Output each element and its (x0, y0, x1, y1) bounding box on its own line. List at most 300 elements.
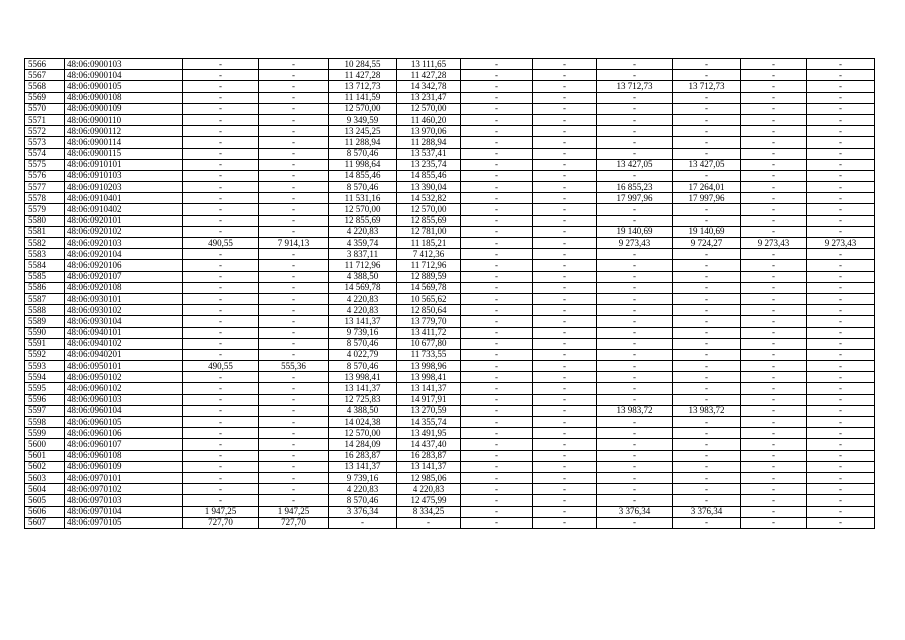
value-cell: 19 140,69 (673, 226, 741, 237)
value-cell: - (461, 114, 533, 125)
value-cell: - (533, 215, 597, 226)
value-cell: - (673, 148, 741, 159)
value-cell: - (183, 484, 259, 495)
value-cell: - (183, 327, 259, 338)
value-cell: - (533, 372, 597, 383)
row-number-cell: 5601 (25, 450, 65, 461)
table-row (25, 126, 875, 137)
value-cell: - (533, 81, 597, 92)
value-cell: - (807, 137, 875, 148)
value-cell: 12 781,00 (397, 226, 461, 237)
row-number-cell: 5582 (25, 238, 65, 249)
value-cell: - (461, 495, 533, 506)
value-cell: - (259, 92, 329, 103)
cadastral-number-cell: 48:06:0920107 (65, 271, 183, 282)
value-cell: - (259, 472, 329, 483)
value-cell: - (741, 260, 807, 271)
value-cell: - (259, 159, 329, 170)
value-cell: - (807, 59, 875, 70)
value-cell: - (807, 193, 875, 204)
value-cell: - (807, 472, 875, 483)
row-number-cell: 5571 (25, 114, 65, 125)
value-cell: - (533, 182, 597, 193)
value-cell: 7 914,13 (259, 238, 329, 249)
value-cell: - (597, 59, 673, 70)
row-number-cell: 5599 (25, 428, 65, 439)
table-row (25, 372, 875, 383)
value-cell: - (597, 282, 673, 293)
value-cell: - (673, 338, 741, 349)
value-cell: - (397, 517, 461, 528)
value-cell: - (259, 484, 329, 495)
value-cell: - (597, 260, 673, 271)
value-cell: 10 565,62 (397, 293, 461, 304)
value-cell: - (461, 170, 533, 181)
value-cell: - (741, 137, 807, 148)
table-row (25, 238, 875, 249)
value-cell: 13 245,25 (329, 126, 397, 137)
value-cell: 14 355,74 (397, 417, 461, 428)
value-cell: - (183, 70, 259, 81)
value-cell: - (673, 394, 741, 405)
value-cell: - (673, 215, 741, 226)
value-cell: - (183, 215, 259, 226)
value-cell: 10 284,55 (329, 59, 397, 70)
value-cell: - (259, 81, 329, 92)
value-cell: 13 712,73 (597, 81, 673, 92)
value-cell: 11 531,16 (329, 193, 397, 204)
table-row (25, 170, 875, 181)
value-cell: - (741, 450, 807, 461)
value-cell: - (533, 282, 597, 293)
value-cell: - (183, 450, 259, 461)
value-cell: - (597, 170, 673, 181)
value-cell: - (533, 260, 597, 271)
value-cell: - (461, 293, 533, 304)
value-cell: - (673, 439, 741, 450)
value-cell: - (183, 282, 259, 293)
value-cell: - (597, 338, 673, 349)
value-cell: - (259, 260, 329, 271)
value-cell: - (533, 349, 597, 360)
value-cell: - (597, 450, 673, 461)
value-cell: 14 342,78 (397, 81, 461, 92)
value-cell: - (807, 103, 875, 114)
value-cell: 14 855,46 (397, 170, 461, 181)
row-number-cell: 5586 (25, 282, 65, 293)
value-cell: - (533, 226, 597, 237)
value-cell: 11 733,55 (397, 349, 461, 360)
value-cell: - (597, 417, 673, 428)
table-row (25, 249, 875, 260)
value-cell: - (741, 114, 807, 125)
value-cell: 9 724,27 (673, 238, 741, 249)
value-cell: - (461, 316, 533, 327)
value-cell: 14 569,78 (397, 282, 461, 293)
table-row (25, 81, 875, 92)
value-cell: 9 273,43 (807, 238, 875, 249)
cadastral-number-cell: 48:06:0970105 (65, 517, 183, 528)
value-cell: - (807, 405, 875, 416)
value-cell: - (183, 126, 259, 137)
value-cell: - (183, 137, 259, 148)
cadastral-number-cell: 48:06:0920104 (65, 249, 183, 260)
value-cell: - (183, 405, 259, 416)
value-cell: - (741, 361, 807, 372)
value-cell: - (183, 305, 259, 316)
row-number-cell: 5583 (25, 249, 65, 260)
value-cell: - (461, 137, 533, 148)
value-cell: - (533, 126, 597, 137)
row-number-cell: 5572 (25, 126, 65, 137)
cadastral-number-cell: 48:06:0950102 (65, 372, 183, 383)
value-cell: - (597, 271, 673, 282)
value-cell: - (183, 394, 259, 405)
value-cell: 4 220,83 (329, 293, 397, 304)
row-number-cell: 5576 (25, 170, 65, 181)
value-cell: - (259, 405, 329, 416)
table-row (25, 461, 875, 472)
cadastral-number-cell: 48:06:0920103 (65, 238, 183, 249)
value-cell: 3 376,34 (597, 506, 673, 517)
value-cell: - (807, 495, 875, 506)
value-cell: - (807, 361, 875, 372)
value-cell: - (807, 517, 875, 528)
value-cell: - (807, 383, 875, 394)
value-cell: - (183, 103, 259, 114)
cadastral-number-cell: 48:06:0910203 (65, 182, 183, 193)
value-cell: - (461, 417, 533, 428)
value-cell: - (673, 170, 741, 181)
value-cell: - (533, 472, 597, 483)
value-cell: - (673, 126, 741, 137)
value-cell: - (741, 338, 807, 349)
value-cell: - (807, 450, 875, 461)
cadastral-number-cell: 48:06:0960107 (65, 439, 183, 450)
table-row (25, 215, 875, 226)
value-cell: - (183, 182, 259, 193)
value-cell: - (807, 81, 875, 92)
value-cell: - (807, 316, 875, 327)
cadastral-number-cell: 48:06:0940102 (65, 338, 183, 349)
value-cell: - (673, 137, 741, 148)
table-row (25, 305, 875, 316)
value-cell: - (741, 316, 807, 327)
value-cell: - (259, 417, 329, 428)
value-cell: - (673, 417, 741, 428)
value-cell: - (259, 305, 329, 316)
table-row (25, 484, 875, 495)
value-cell: - (597, 517, 673, 528)
value-cell: - (807, 327, 875, 338)
value-cell: - (533, 170, 597, 181)
value-cell: - (741, 103, 807, 114)
value-cell: 13 712,73 (673, 81, 741, 92)
value-cell: - (533, 484, 597, 495)
table-row (25, 226, 875, 237)
value-cell: 17 997,96 (597, 193, 673, 204)
value-cell: - (807, 92, 875, 103)
value-cell: - (597, 428, 673, 439)
value-cell: - (461, 461, 533, 472)
value-cell: - (741, 59, 807, 70)
value-cell: - (807, 215, 875, 226)
value-cell: - (741, 506, 807, 517)
value-cell: - (741, 327, 807, 338)
value-cell: 12 850,64 (397, 305, 461, 316)
value-cell: - (673, 249, 741, 260)
value-cell: 16 283,87 (397, 450, 461, 461)
row-number-cell: 5578 (25, 193, 65, 204)
value-cell: 11 712,96 (329, 260, 397, 271)
value-cell: - (183, 372, 259, 383)
value-cell: - (807, 159, 875, 170)
value-cell: 13 111,65 (397, 59, 461, 70)
table-row (25, 506, 875, 517)
value-cell: - (807, 338, 875, 349)
value-cell: - (183, 461, 259, 472)
value-cell: - (673, 461, 741, 472)
table-row (25, 114, 875, 125)
table-row (25, 338, 875, 349)
cadastral-number-cell: 48:06:0970101 (65, 472, 183, 483)
cadastral-number-cell: 48:06:0900104 (65, 70, 183, 81)
value-cell: - (741, 495, 807, 506)
value-cell: - (259, 204, 329, 215)
value-cell: 13 998,41 (329, 372, 397, 383)
value-cell: - (741, 305, 807, 316)
value-cell: - (807, 271, 875, 282)
value-cell: 13 141,37 (329, 461, 397, 472)
cadastral-number-cell: 48:06:0900103 (65, 59, 183, 70)
value-cell: 3 376,34 (673, 506, 741, 517)
value-cell: 727,70 (259, 517, 329, 528)
value-cell: 4 220,83 (329, 226, 397, 237)
value-cell: - (807, 349, 875, 360)
value-cell: - (259, 182, 329, 193)
data-table (24, 58, 875, 529)
value-cell: - (183, 472, 259, 483)
cadastral-number-cell: 48:06:0920108 (65, 282, 183, 293)
value-cell: - (673, 305, 741, 316)
table-row (25, 495, 875, 506)
value-cell: - (807, 126, 875, 137)
value-cell: - (461, 81, 533, 92)
value-cell: - (741, 517, 807, 528)
value-cell: - (183, 81, 259, 92)
table-row (25, 349, 875, 360)
value-cell: - (259, 316, 329, 327)
value-cell: 8 570,46 (329, 148, 397, 159)
row-number-cell: 5594 (25, 372, 65, 383)
cadastral-number-cell: 48:06:0900112 (65, 126, 183, 137)
cadastral-number-cell: 48:06:0900109 (65, 103, 183, 114)
table-row (25, 450, 875, 461)
value-cell: 13 983,72 (673, 405, 741, 416)
row-number-cell: 5577 (25, 182, 65, 193)
value-cell: - (461, 517, 533, 528)
value-cell: 14 569,78 (329, 282, 397, 293)
value-cell: - (183, 59, 259, 70)
value-cell: - (741, 484, 807, 495)
value-cell: - (597, 92, 673, 103)
value-cell: - (461, 394, 533, 405)
value-cell: - (461, 92, 533, 103)
table-row (25, 59, 875, 70)
value-cell: 13 141,37 (329, 316, 397, 327)
value-cell: - (673, 70, 741, 81)
value-cell: - (807, 394, 875, 405)
value-cell: - (741, 417, 807, 428)
row-number-cell: 5596 (25, 394, 65, 405)
value-cell: 11 288,94 (397, 137, 461, 148)
value-cell: - (741, 394, 807, 405)
value-cell: 13 998,96 (397, 361, 461, 372)
value-cell: - (533, 114, 597, 125)
value-cell: - (673, 372, 741, 383)
value-cell: - (461, 215, 533, 226)
value-cell: 13 141,37 (329, 383, 397, 394)
cadastral-number-cell: 48:06:0900110 (65, 114, 183, 125)
row-number-cell: 5587 (25, 293, 65, 304)
value-cell: - (461, 59, 533, 70)
value-cell: - (259, 271, 329, 282)
value-cell: - (533, 59, 597, 70)
value-cell: 10 677,80 (397, 338, 461, 349)
row-number-cell: 5605 (25, 495, 65, 506)
value-cell: 13 998,41 (397, 372, 461, 383)
value-cell: - (807, 204, 875, 215)
value-cell: 4 388,50 (329, 271, 397, 282)
value-cell: - (461, 383, 533, 394)
value-cell: 19 140,69 (597, 226, 673, 237)
value-cell: - (807, 70, 875, 81)
value-cell: - (461, 103, 533, 114)
value-cell: 12 570,00 (329, 204, 397, 215)
value-cell: - (461, 282, 533, 293)
value-cell: 12 570,00 (329, 428, 397, 439)
value-cell: 13 231,47 (397, 92, 461, 103)
cadastral-number-cell: 48:06:0940201 (65, 349, 183, 360)
cadastral-number-cell: 48:06:0950101 (65, 361, 183, 372)
value-cell: - (183, 204, 259, 215)
value-cell: 14 024,38 (329, 417, 397, 428)
value-cell: 16 283,87 (329, 450, 397, 461)
value-cell: - (533, 405, 597, 416)
value-cell: - (533, 506, 597, 517)
value-cell: - (461, 506, 533, 517)
cadastral-number-cell: 48:06:0930101 (65, 293, 183, 304)
value-cell: 727,70 (183, 517, 259, 528)
value-cell: - (259, 282, 329, 293)
row-number-cell: 5607 (25, 517, 65, 528)
value-cell: - (741, 461, 807, 472)
value-cell: - (183, 495, 259, 506)
row-number-cell: 5575 (25, 159, 65, 170)
cadastral-number-cell: 48:06:0960108 (65, 450, 183, 461)
value-cell: - (673, 450, 741, 461)
table-row (25, 361, 875, 372)
row-number-cell: 5569 (25, 92, 65, 103)
value-cell: 13 141,37 (397, 383, 461, 394)
value-cell: - (673, 282, 741, 293)
cadastral-number-cell: 48:06:0910402 (65, 204, 183, 215)
value-cell: 8 334,25 (397, 506, 461, 517)
table-row (25, 417, 875, 428)
value-cell: - (597, 204, 673, 215)
value-cell: 11 288,94 (329, 137, 397, 148)
value-cell: - (533, 327, 597, 338)
value-cell: - (533, 148, 597, 159)
value-cell: - (597, 327, 673, 338)
cadastral-number-cell: 48:06:0920101 (65, 215, 183, 226)
value-cell: - (673, 59, 741, 70)
value-cell: - (183, 170, 259, 181)
value-cell: - (259, 349, 329, 360)
value-cell: - (807, 182, 875, 193)
value-cell: 13 270,59 (397, 405, 461, 416)
value-cell: - (533, 159, 597, 170)
value-cell: - (597, 349, 673, 360)
value-cell: - (183, 226, 259, 237)
value-cell: - (183, 383, 259, 394)
value-cell: - (461, 439, 533, 450)
value-cell: - (533, 70, 597, 81)
table-row (25, 159, 875, 170)
row-number-cell: 5588 (25, 305, 65, 316)
value-cell: - (259, 327, 329, 338)
row-number-cell: 5593 (25, 361, 65, 372)
value-cell: - (259, 193, 329, 204)
row-number-cell: 5589 (25, 316, 65, 327)
value-cell: 16 855,23 (597, 182, 673, 193)
value-cell: - (533, 461, 597, 472)
value-cell: - (741, 92, 807, 103)
value-cell: 4 220,83 (329, 305, 397, 316)
value-cell: - (259, 372, 329, 383)
cadastral-number-cell: 48:06:0970103 (65, 495, 183, 506)
value-cell: - (807, 439, 875, 450)
table-row (25, 204, 875, 215)
value-cell: - (461, 126, 533, 137)
value-cell: 11 427,28 (397, 70, 461, 81)
row-number-cell: 5579 (25, 204, 65, 215)
value-cell: 490,55 (183, 238, 259, 249)
value-cell: - (807, 114, 875, 125)
value-cell: - (259, 338, 329, 349)
cadastral-number-cell: 48:06:0910401 (65, 193, 183, 204)
cadastral-number-cell: 48:06:0960109 (65, 461, 183, 472)
table-row (25, 137, 875, 148)
value-cell: - (741, 372, 807, 383)
table-row (25, 271, 875, 282)
value-cell: - (741, 159, 807, 170)
value-cell: - (673, 260, 741, 271)
value-cell: - (741, 215, 807, 226)
value-cell: - (807, 260, 875, 271)
value-cell: - (741, 439, 807, 450)
value-cell: - (259, 439, 329, 450)
value-cell: - (673, 92, 741, 103)
value-cell: - (183, 271, 259, 282)
value-cell: 3 376,34 (329, 506, 397, 517)
value-cell: - (741, 271, 807, 282)
value-cell: - (741, 204, 807, 215)
value-cell: 13 712,73 (329, 81, 397, 92)
value-cell: - (183, 439, 259, 450)
value-cell: - (461, 70, 533, 81)
value-cell: - (741, 193, 807, 204)
